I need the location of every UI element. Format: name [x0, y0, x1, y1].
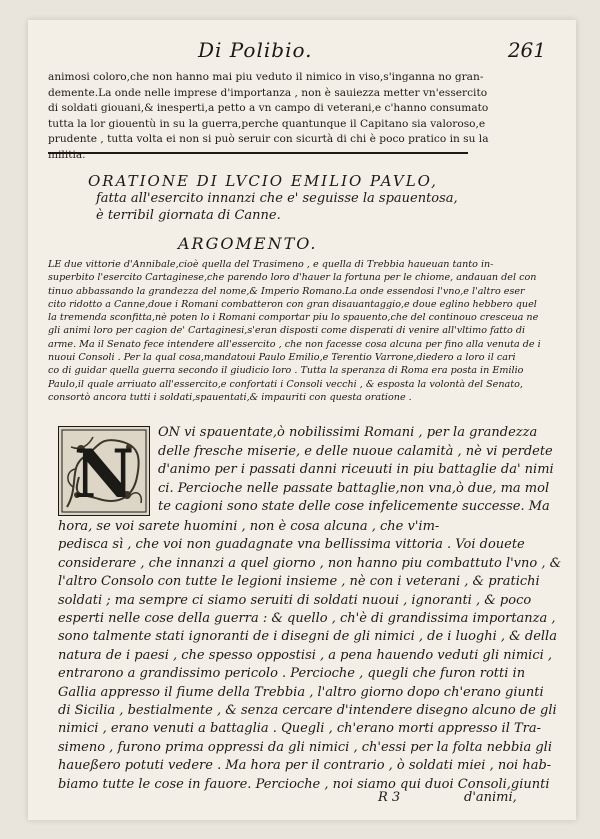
text-line: delle fresche miserie, e delle nuoue calamità , nè vi perdete: [158, 443, 553, 459]
text-line: tutta la lor giouentù in su la guerra,perche quantunque il Capitano sia valoroso,e: [48, 117, 486, 130]
text-line: ci. Percioche nelle passate battaglie,non vna,ò due, ma mol: [158, 480, 550, 496]
page-header: [28, 38, 576, 68]
text-line: cito ridotto a Canne,doue i Romani combatteron con gran disauantaggio,e doue eglino hebbero quel: [48, 298, 537, 310]
oration-title-line: fatta all'esercito innanzi che e' seguisse la spauentosa,: [96, 191, 458, 206]
intro-paragraph: [48, 70, 489, 163]
oration-body: [58, 518, 562, 794]
running-head: Di Polibio.: [198, 38, 313, 62]
oration-title-line: ORATIONE DI LVCIO EMILIO PAVLO,: [88, 172, 438, 190]
text-line: considerare , che innanzi a quel giorno , non hanno piu combattuto l'vno , &: [58, 555, 562, 571]
text-line: ON vi spauentate,ò nobilissimi Romani , per la grandezza: [158, 425, 538, 440]
text-line: LE due vittorie d'Annibale,cioè quella del Trasimeno , e quella di Trebbia haueuan tanto in-: [48, 259, 494, 270]
text-line: nuoui Consoli . Per la qual cosa,mandatoui Paulo Emilio,e Terentio Varrone,diedero a loro il cari: [48, 352, 516, 364]
text-line: arme. Ma il Senato fece intendere all'essercito , che non facesse cosa alcuna per fino alla venuta de i: [48, 338, 541, 350]
decorated-initial: [58, 426, 150, 516]
text-line: l'altro Consolo con tutte le legioni insieme , nè con i veterani , & pratichi: [58, 574, 540, 590]
text-line: biamo tutte le cose in fauore. Percioche , noi siamo qui duoi Consoli,giunti: [58, 776, 550, 792]
argomento-heading: ARGOMENTO.: [178, 234, 318, 253]
book-page: [28, 20, 576, 820]
text-line: consortò ancora tutti i soldati,spauentati,& impauriti con questa oratione .: [48, 391, 412, 403]
page-footer: [28, 790, 576, 810]
text-line: te cagioni sono state delle cose infelicemente successe. Ma: [158, 499, 550, 515]
text-line: tinuo abbassando la grandezza del nome,& Imperio Romano.La onde essendosi l'vno,e l'altro eser: [48, 285, 525, 297]
text-line: esperti nelle cose della guerra : & quello , ch'è di grandissima importanza ,: [58, 611, 556, 627]
text-line: animosi coloro,che non hanno mai piu veduto il nimico in viso,s'inganna no gran-: [48, 71, 484, 83]
text-line: demente.La onde nelle imprese d'importanza , non è sauiezza metter vn'essercito: [48, 86, 488, 99]
dropcap-letter: N: [73, 435, 135, 513]
text-line: di Sicilia , bestialmente , & senza cercare d'intendere disegno alcuno de gli: [58, 703, 557, 719]
text-line: haueßero potuti vedere . Ma hora per il contrario , ò soldati miei , noi hab-: [58, 758, 552, 774]
text-line: soldati ; ma sempre ci siamo seruiti di soldati nuoui , ignoranti , & poco: [58, 592, 532, 608]
text-line: d'animo per i passati danni riceuuti in piu battaglie da' nimi: [158, 462, 554, 478]
text-line: nimici , erano venuti a battaglia . Quegli , ch'erano morti appresso il Tra-: [58, 721, 542, 737]
oration-opening: [158, 424, 554, 517]
text-line: militia.: [48, 148, 86, 161]
catchword: d'animi,: [464, 790, 517, 805]
text-line: superbito l'esercito Cartaginese,che parendo loro d'hauer la fortuna per le chiome, andauan del con: [48, 272, 537, 284]
oration-title: [88, 172, 488, 224]
text-line: sono talmente stati ignoranti de i disegni de gli nimici , de i luoghi , & della: [58, 629, 557, 645]
text-line: co di guidar quella guerra secondo il giudicio loro . Tutta la speranza di Roma era posta in Emilio: [48, 365, 524, 377]
page-number: 261: [507, 38, 546, 62]
text-line: Gallia appresso il fiume della Trebbia , l'altro giorno dopo ch'erano giunti: [58, 684, 544, 700]
oration-title-line: è terribil giornata di Canne.: [96, 208, 281, 223]
text-line: hora, se voi sarete huomini , non è cosa alcuna , che v'im-: [58, 519, 440, 534]
signature-mark: R 3: [378, 790, 401, 805]
argomento-summary: [48, 258, 541, 404]
text-line: pedisca sì , che voi non guadagnate vna bellissima vittoria . Voi douete: [58, 537, 525, 553]
text-line: Paulo,il quale arriuato all'essercito,e confortati i Consoli vecchi , & esposta la volontà del Senato,: [48, 378, 523, 390]
text-line: la tremenda sconfitta,nè poten lo i Romani comportar piu lo spauento,che del continouo cresceua ne: [48, 312, 539, 324]
text-line: simeno , furono prima oppressi da gli nimici , ch'essi per la folta nebbia gli: [58, 739, 552, 755]
section-rule: [48, 152, 468, 154]
text-line: gli animi loro per cagion de' Cartaginesi,s'eran disposti come disperati di venire all'vltimo fatto di: [48, 325, 526, 337]
text-line: natura de i paesi , che spesso oppostisi , a pena hauendo veduti gli nimici ,: [58, 647, 553, 663]
text-line: entrarono a grandissimo pericolo . Percioche , quegli che furon rotti in: [58, 666, 526, 682]
text-line: di soldati giouani,& inesperti,a petto a vn campo di veterani,e c'hanno consumato: [48, 102, 489, 114]
text-line: prudente , tutta volta ei non si può seruir con sicurtà di chi è poco pratico in su la: [48, 133, 489, 145]
